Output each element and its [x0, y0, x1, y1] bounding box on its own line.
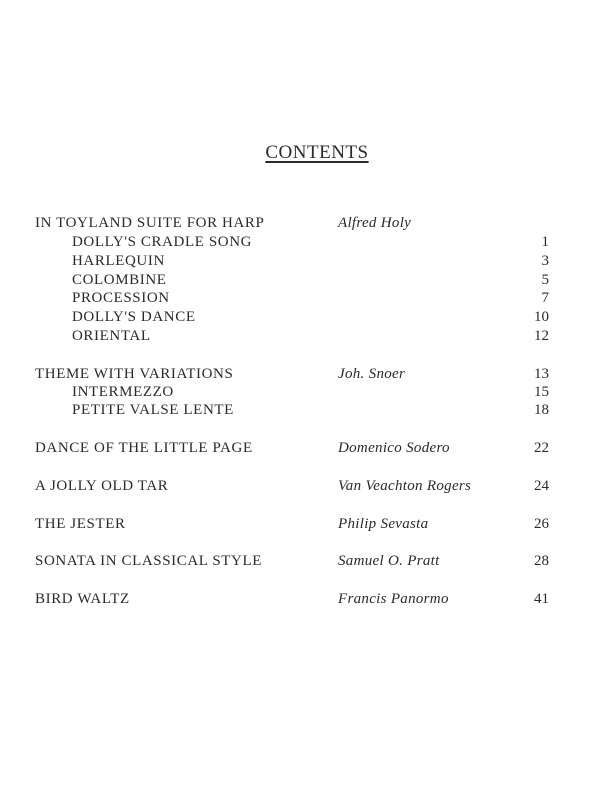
- contents-entry: [0, 401, 600, 420]
- entry-composer: Samuel O. Pratt: [338, 553, 440, 569]
- entry-composer: Domenico Sodero: [338, 440, 450, 456]
- entry-title: PETITE VALSE LENTE: [72, 402, 234, 418]
- entry-page: 12: [534, 328, 549, 344]
- entry-composer: Philip Sevasta: [338, 516, 429, 532]
- entry-page: 24: [534, 478, 549, 494]
- entry-title: IN TOYLAND SUITE FOR HARP: [35, 215, 265, 231]
- entry-title: SONATA IN CLASSICAL STYLE: [35, 553, 263, 569]
- contents-entry: [0, 552, 600, 571]
- contents-entry: [0, 590, 600, 609]
- entry-title: COLOMBINE: [72, 272, 167, 288]
- entry-page: 1: [541, 234, 549, 250]
- contents-entry: [0, 327, 600, 346]
- entry-title: INTERMEZZO: [72, 384, 174, 400]
- contents-entry: [0, 515, 600, 534]
- entry-title: DOLLY'S DANCE: [72, 309, 196, 325]
- entry-title: DOLLY'S CRADLE SONG: [72, 234, 253, 250]
- entry-composer: Joh. Snoer: [338, 366, 406, 382]
- entry-page: 10: [534, 309, 549, 325]
- contents-entry: [0, 252, 600, 271]
- entry-title: THEME WITH VARIATIONS: [35, 366, 234, 382]
- entry-title: BIRD WALTZ: [35, 591, 130, 607]
- entry-title: THE JESTER: [35, 516, 126, 532]
- page-title: [0, 142, 600, 164]
- entry-page: 15: [534, 384, 549, 400]
- entry-page: 13: [534, 366, 549, 382]
- contents-entry: [0, 477, 600, 496]
- entry-composer: Alfred Holy: [338, 215, 412, 231]
- entry-title: PROCESSION: [72, 290, 170, 306]
- entry-title: HARLEQUIN: [72, 253, 165, 269]
- entry-page: 28: [534, 553, 549, 569]
- contents-entry: [0, 365, 600, 384]
- entry-page: 18: [534, 402, 549, 418]
- contents-heading: CONTENTS: [265, 142, 369, 163]
- contents-entry: [0, 308, 600, 327]
- entry-page: 41: [534, 591, 549, 607]
- contents-entry: [0, 289, 600, 308]
- entry-title: DANCE OF THE LITTLE PAGE: [35, 440, 253, 456]
- contents-entry: [0, 214, 600, 233]
- contents-entry: [0, 383, 600, 402]
- entry-title: ORIENTAL: [72, 328, 151, 344]
- entry-page: 22: [534, 440, 549, 456]
- entry-page: 7: [541, 290, 549, 306]
- entry-title: A JOLLY OLD TAR: [35, 478, 169, 494]
- contents-entry: [0, 233, 600, 252]
- entry-page: 3: [541, 253, 549, 269]
- entry-composer: Van Veachton Rogers: [338, 478, 472, 494]
- entry-composer: Francis Panormo: [338, 591, 449, 607]
- entry-page: 5: [541, 272, 549, 288]
- contents-entry: [0, 439, 600, 458]
- entry-page: 26: [534, 516, 549, 532]
- contents-entry: [0, 271, 600, 290]
